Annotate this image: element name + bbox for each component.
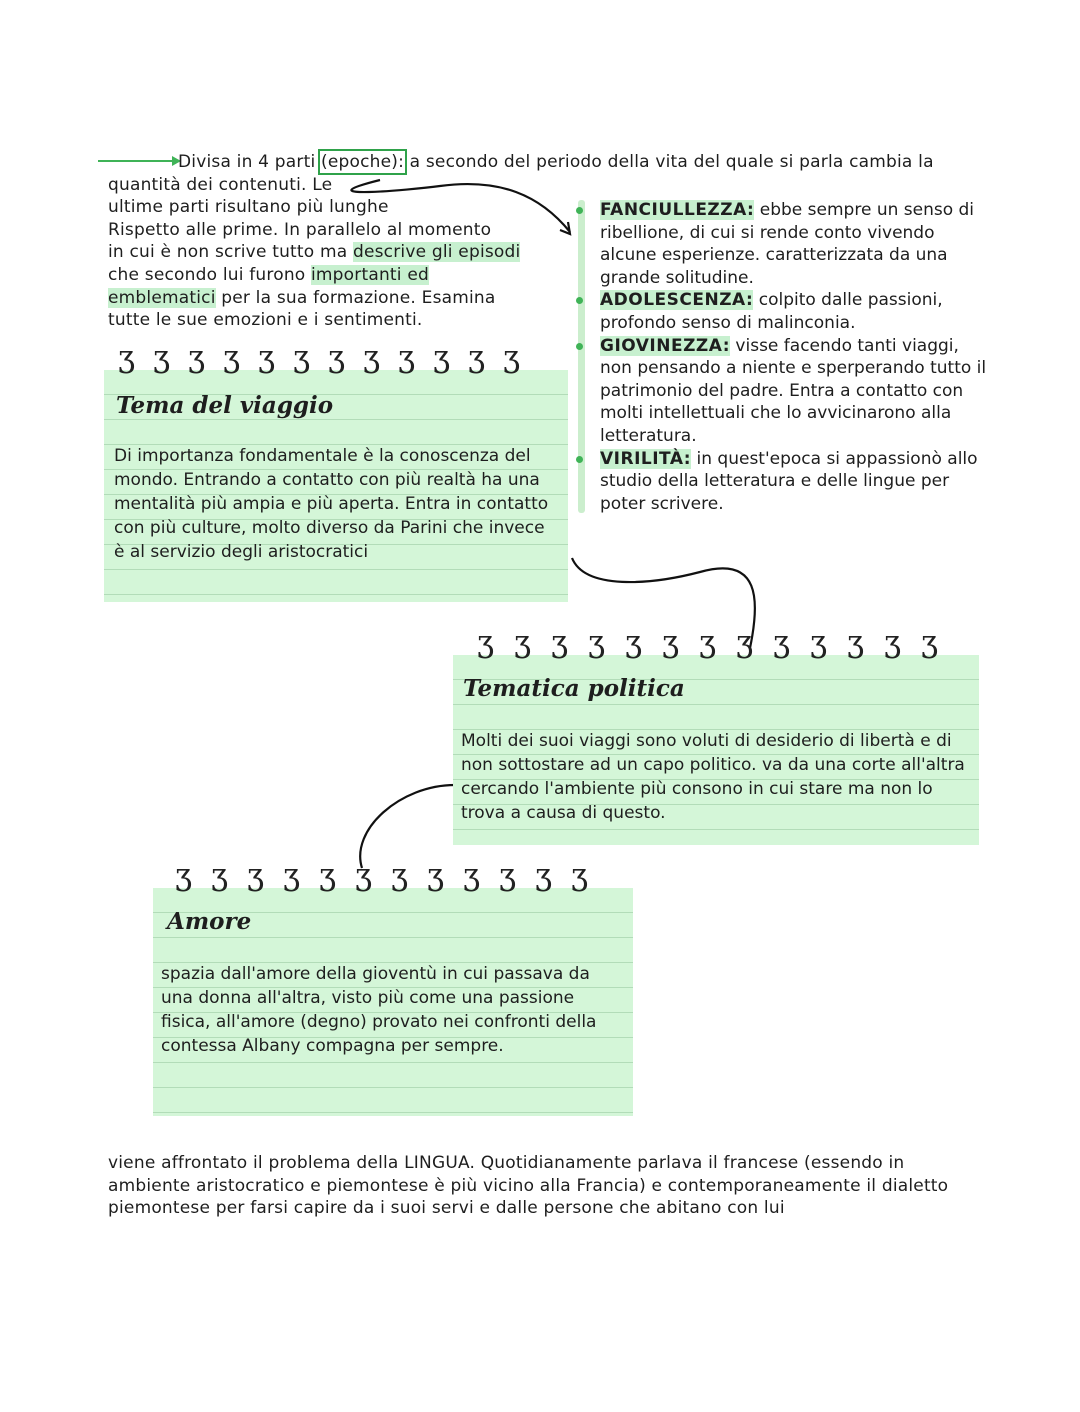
ring-icon: ʒ <box>551 625 568 660</box>
ring-icon: ʒ <box>328 340 345 375</box>
footer-paragraph: viene affrontato il problema della LINGUA. Quotidianamente parlava il francese (essendo in ambiente aristocratico e piemontese è più vicino alla Francia) e contemporaneamente il dialetto piemontese per farsi capire da i suoi servi e dalle persone che abitano con lui <box>108 1153 949 1219</box>
phase-text: ebbe sempre un senso di ribellione, di cui si rende conto vivendo alcune esperienze. caratterizzata da una grande solitudine. <box>600 200 975 288</box>
intro-line1-pre: Divisa in 4 parti <box>178 152 316 172</box>
curve-politica-amore <box>360 785 455 868</box>
ring-icon: ʒ <box>468 340 485 375</box>
bullet-icon <box>576 207 583 214</box>
note-body: Di importanza fondamentale è la conoscenza del mondo. Entrando a contatto con più realtà ha una mentalità più ampia e più aperta. Entra in contatto con più culture, molto diverso da Parini che invece è al servizio degli aristocratici <box>114 446 549 562</box>
ring-icon: ʒ <box>847 625 864 660</box>
ring-icon: ʒ <box>571 858 588 893</box>
phase-name: GIOVINEZZA: <box>600 335 731 356</box>
ring-icon: ʒ <box>188 340 205 375</box>
intro-highlight-1: descrive gli episodi <box>352 242 521 263</box>
ring-icon: ʒ <box>427 858 444 893</box>
phase-name: ADOLESCENZA: <box>600 290 754 311</box>
note-body: spazia dall'amore della gioventù in cui passava da una donna all'altra, visto più come una passione fisica, all'amore (degno) provato nei confronti della contessa Albany compagna per sempre. <box>161 964 597 1056</box>
intro-line1-post: a secondo del periodo della vita del quale si parla cambia la <box>409 152 934 172</box>
phases-list <box>578 199 988 515</box>
ring-icon: ʒ <box>699 625 716 660</box>
phase-item <box>578 199 988 289</box>
note-viaggio <box>104 340 568 602</box>
ring-icon: ʒ <box>514 625 531 660</box>
note-title: Amore <box>167 908 252 935</box>
intro-highlight-2: importanti ed <box>311 264 429 285</box>
ring-icon: ʒ <box>433 340 450 375</box>
ring-icon: ʒ <box>463 858 480 893</box>
phase-text: in quest'epoca si appassionò allo studio della letteratura e delle lingue per poter scrivere. <box>600 448 978 514</box>
note-politica <box>453 625 979 845</box>
ring-icon: ʒ <box>247 858 264 893</box>
ring-icon: ʒ <box>283 858 300 893</box>
note-amore <box>153 858 633 1116</box>
note-title: Tema del viaggio <box>116 392 334 419</box>
ring-icon: ʒ <box>391 858 408 893</box>
phase-item <box>578 335 988 448</box>
phase-text: colpito dalle passioni, profondo senso di malinconia. <box>600 290 943 333</box>
ring-icon: ʒ <box>588 625 605 660</box>
ring-icon: ʒ <box>736 625 753 660</box>
phase-name: VIRILITÀ: <box>600 448 692 469</box>
intro-boxed-word: (epoche): <box>321 152 405 172</box>
phase-item <box>578 448 988 516</box>
ring-icon: ʒ <box>625 625 642 660</box>
ring-icon: ʒ <box>258 340 275 375</box>
ring-icon: ʒ <box>211 858 228 893</box>
intro-highlight-3: emblematici <box>108 287 216 308</box>
ring-icon: ʒ <box>293 340 310 375</box>
intro-body-4: per la sua formazione. Esamina tutte le sue emozioni e i sentimenti. <box>108 287 496 331</box>
ring-icon: ʒ <box>319 858 336 893</box>
ring-icon: ʒ <box>118 340 135 375</box>
ring-icon: ʒ <box>363 340 380 375</box>
note-rings <box>477 625 958 660</box>
note-rings <box>118 340 538 375</box>
bullet-icon <box>576 343 583 350</box>
ring-icon: ʒ <box>499 858 516 893</box>
phase-name: FANCIULLEZZA: <box>600 200 755 220</box>
note-title: Tematica politica <box>463 675 685 702</box>
ring-icon: ʒ <box>153 340 170 375</box>
ring-icon: ʒ <box>477 625 494 660</box>
ring-icon: ʒ <box>398 340 415 375</box>
intro-body-2: che secondo lui furono <box>108 264 306 285</box>
bullet-icon <box>576 297 583 304</box>
phase-item <box>578 289 988 334</box>
intro-body-1: quantità dei contenuti. Le ultime parti risultano più lunghe Rispetto alle prime. In parallelo al momento in cui è non scrive tutto ma <box>108 174 492 263</box>
ring-icon: ʒ <box>662 625 679 660</box>
ring-icon: ʒ <box>810 625 827 660</box>
ring-icon: ʒ <box>884 625 901 660</box>
bullet-icon <box>576 456 583 463</box>
ring-icon: ʒ <box>223 340 240 375</box>
ring-icon: ʒ <box>355 858 372 893</box>
ring-icon: ʒ <box>535 858 552 893</box>
ring-icon: ʒ <box>175 858 192 893</box>
ring-icon: ʒ <box>921 625 938 660</box>
ring-icon: ʒ <box>503 340 520 375</box>
phase-text: visse facendo tanti viaggi, non pensando a niente e sperperando tutto il patrimonio del padre. Entra a contatto con molti intellettuali che lo avvicinarono alla letteratura. <box>600 335 987 446</box>
note-body: Molti dei suoi viaggi sono voluti di desiderio di libertà e di non sottostare ad un capo politico. va da una corte all'altra cercando l'ambiente più consono in cui stare ma non lo trova a causa di questo. <box>461 731 965 823</box>
ring-icon: ʒ <box>773 625 790 660</box>
note-rings <box>175 858 607 893</box>
